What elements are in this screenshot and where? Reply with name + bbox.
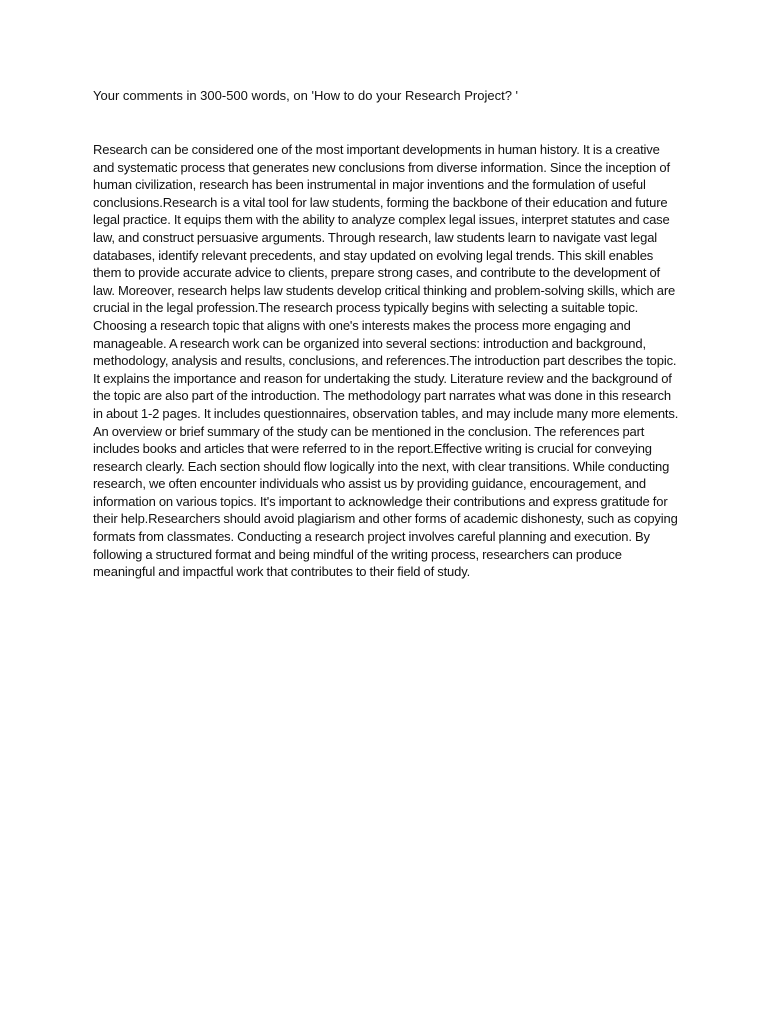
document-body-paragraph: Research can be considered one of the most important developments in human history. It is a creative and systematic process that generates new conclusions from diverse information. Since the inception of human civilization, research has been instrumental in major inventions and the formulation of useful conclusions.Research is a vital tool for law students, forming the backbone of their education and future legal practice. It equips them with the ability to analyze complex legal issues, interpret statutes and case law, and construct persuasive arguments. Through research, law students learn to navigate vast legal databases, identify relevant precedents, and stay updated on evolving legal trends. This skill enables them to provide accurate advice to clients, prepare strong cases, and contribute to the development of law. Moreover, research helps law students develop critical thinking and problem-solving skills, which are crucial in the legal profession.The research process typically begins with selecting a suitable topic. Choosing a research topic that aligns with one's interests makes the process more engaging and manageable. A research work can be organized into several sections: introduction and background, methodology, analysis and results, conclusions, and references.The introduction part describes the topic. It explains the importance and reason for undertaking the study. Literature review and the background of the topic are also part of the introduction. The methodology part narrates what was done in this research in about 1-2 pages. It includes questionnaires, observation tables, and may include many more elements. An overview or brief summary of the study can be mentioned in the conclusion. The references part includes books and articles that were referred to in the report.Effective writing is crucial for conveying research clearly. Each section should flow logically into the next, with clear transitions. While conducting research, we often encounter individuals who assist us by providing guidance, encouragement, and information on various topics. It's important to acknowledge their contributions and express gratitude for their help.Researchers should avoid plagiarism and other forms of academic dishonesty, such as copying formats from classmates. Conducting a research project involves careful planning and execution. By following a structured format and being mindful of the writing process, researchers can produce meaningful and impactful work that contributes to their field of study. — [93, 142, 679, 580]
document-heading: Your comments in 300-500 words, on 'How to do your Research Project? ' — [93, 88, 519, 103]
